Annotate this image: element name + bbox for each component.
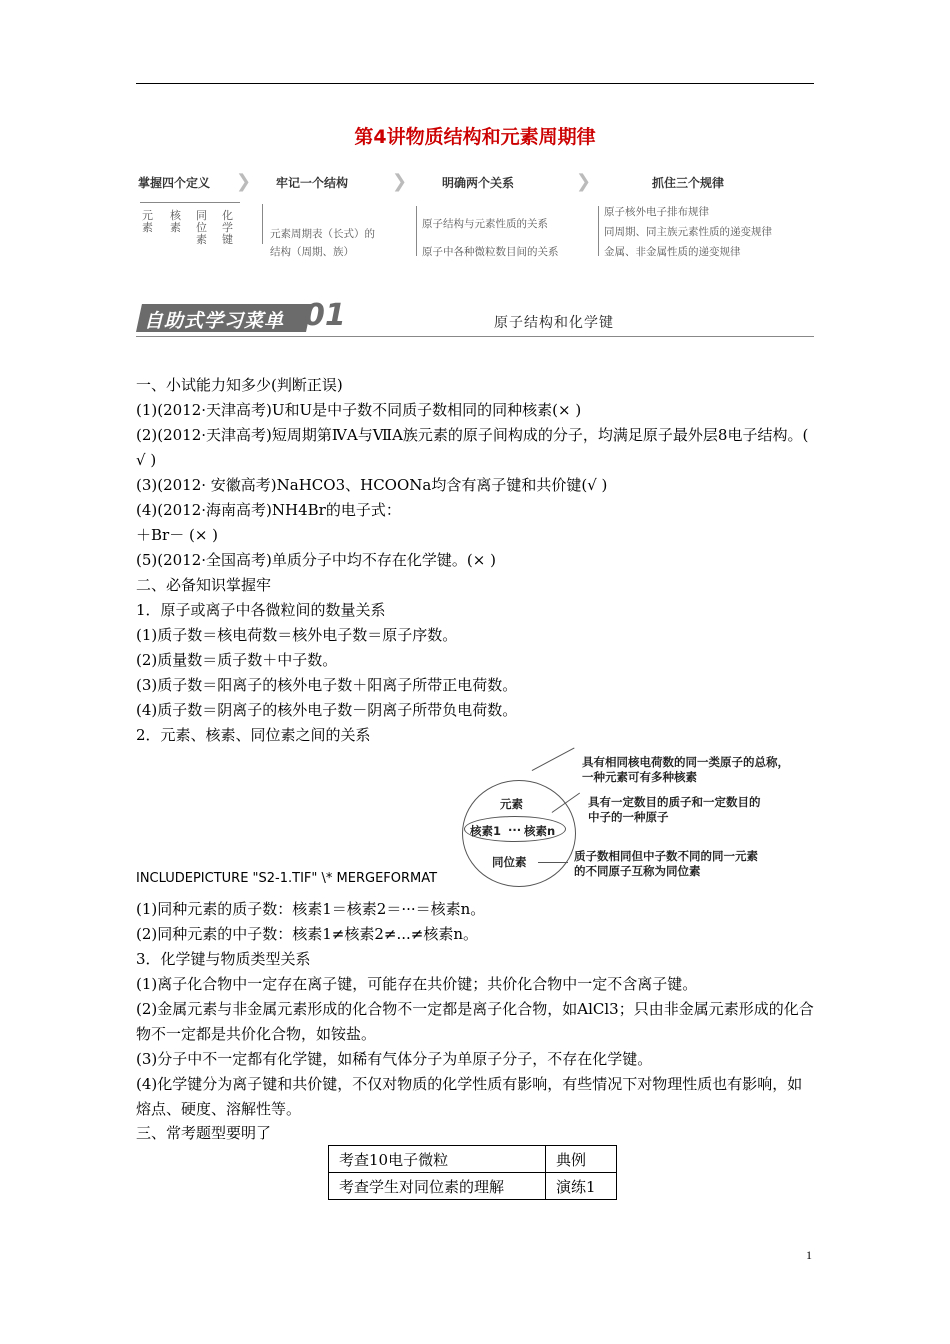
dots-label: ··· bbox=[508, 823, 522, 837]
banner-rule bbox=[136, 336, 814, 337]
include-field-text: INCLUDEPICTURE "S2-1.TIF" \* MERGEFORMAT bbox=[136, 871, 438, 886]
text-line: (4)质子数＝阴离子的核外电子数－阴离子所带负电荷数。 bbox=[136, 701, 518, 719]
element-label: 元素 bbox=[500, 797, 523, 811]
table-row bbox=[329, 1173, 617, 1200]
element-relation-diagram bbox=[458, 750, 814, 885]
definition-nuclide: 核素 bbox=[170, 209, 181, 234]
text-line: (1)(2012·天津高考)U和U是中子数不同质子数相同的同种核素(× ) bbox=[136, 401, 582, 419]
text-line: (1)质子数＝核电荷数＝核外电子数＝原子序数。 bbox=[136, 626, 458, 644]
section-banner bbox=[136, 300, 814, 336]
note1-line2: 一种元素可有多种核素 bbox=[582, 770, 697, 784]
note2-line2: 中子的一种原子 bbox=[588, 810, 669, 824]
nuclideN-label: 核素n bbox=[524, 824, 556, 838]
bracket-line bbox=[140, 202, 240, 203]
page-number: 1 bbox=[806, 1248, 812, 1262]
text-line: (2)金属元素与非金属元素形成的化合物不一定都是离子化合物，如AlCl3；只由非金属元素形成的化合物不一定都是共价化合物，如铵盐。 bbox=[136, 1000, 814, 1043]
table-cell: 典例 bbox=[546, 1146, 617, 1173]
overview-head-structure: 牢记一个结构 bbox=[276, 176, 349, 190]
page-title: 第4讲物质结构和元素周期律 bbox=[354, 126, 596, 148]
text-line: ＋Br－ (× ) bbox=[136, 526, 219, 544]
nuclide1-label: 核素1 bbox=[470, 824, 502, 838]
law-2: 同周期、同主族元素性质的递变规律 bbox=[604, 226, 772, 238]
law-3: 金属、非金属性质的递变规律 bbox=[604, 246, 741, 258]
law-1: 原子核外电子排布规律 bbox=[604, 206, 709, 218]
banner-label: 自助式学习菜单 bbox=[144, 310, 285, 332]
chevron-right-icon: ❯ bbox=[576, 171, 592, 192]
chevron-right-icon: ❯ bbox=[236, 171, 252, 192]
text-line: (3)(2012· 安徽高考)NaHCO3、HCOONa均含有离子键和共价键(√ ) bbox=[136, 476, 608, 494]
text-line: (4)化学键分为离子键和共价键，不仅对物质的化学性质有影响，有些情况下对物理性质也有影响，如熔点、硬度、溶解性等。 bbox=[136, 1075, 803, 1118]
overview-head-relations: 明确两个关系 bbox=[442, 176, 515, 190]
text-line: (2)同种元素的中子数：核素1≠核素2≠...≠核素n。 bbox=[136, 925, 479, 943]
overview-diagram bbox=[136, 168, 816, 268]
text-line: 二、必备知识掌握牢 bbox=[136, 576, 272, 594]
text-line: 一、小试能力知多少(判断正误) bbox=[136, 376, 343, 394]
text-line: (1)离子化合物中一定存在离子键，可能存在共价键；共价化合物中一定不含离子键。 bbox=[136, 975, 698, 993]
text-line: 2．元素、核素、同位素之间的关系 bbox=[136, 726, 371, 744]
note3-line1: 质子数相同但中子数不同的同一元素 bbox=[574, 849, 758, 863]
text-line: (1)同种元素的质子数：核素1＝核素2＝···＝核素n。 bbox=[136, 900, 486, 918]
text-line: (5)(2012·全国高考)单质分子中均不存在化学键。(× ) bbox=[136, 551, 496, 569]
note3-line2: 的不同原子互称为同位素 bbox=[574, 864, 701, 878]
question-type-table bbox=[328, 1145, 617, 1200]
text-line: (4)(2012·海南高考)NH4Br的电子式： bbox=[136, 501, 401, 519]
table-row bbox=[329, 1146, 617, 1173]
note2-line1: 具有一定数目的质子和一定数目的 bbox=[588, 795, 761, 809]
relation-1: 原子结构与元素性质的关系 bbox=[422, 218, 548, 230]
banner-number: 01 bbox=[304, 298, 346, 333]
header-rule bbox=[136, 83, 814, 84]
definition-chemical-bond: 化学键 bbox=[222, 209, 233, 246]
text-line: (3)分子中不一定都有化学键，如稀有气体分子为单原子分子，不存在化学键。 bbox=[136, 1050, 653, 1068]
structure-line-2: 结构（周期、族） bbox=[270, 246, 354, 258]
bracket-line bbox=[262, 204, 263, 244]
bracket-line bbox=[416, 206, 417, 256]
overview-head-laws: 抓住三个规律 bbox=[652, 176, 725, 190]
structure-line-1: 元素周期表（长式）的 bbox=[270, 228, 375, 240]
isotope-label: 同位素 bbox=[492, 855, 527, 869]
text-line: (2)质量数＝质子数＋中子数。 bbox=[136, 651, 338, 669]
overview-head-definitions: 掌握四个定义 bbox=[138, 176, 211, 190]
definition-isotope: 同位素 bbox=[196, 209, 207, 246]
text-line: (3)质子数＝阳离子的核外电子数＋阳离子所带正电荷数。 bbox=[136, 676, 518, 694]
bracket-line bbox=[598, 206, 599, 256]
text-line: 3．化学键与物质类型关系 bbox=[136, 950, 311, 968]
text-line: 1．原子或离子中各微粒间的数量关系 bbox=[136, 601, 386, 619]
definition-element: 元素 bbox=[142, 209, 153, 234]
note1-line1: 具有相同核电荷数的同一类原子的总称， bbox=[582, 755, 789, 769]
table-cell: 演练1 bbox=[546, 1173, 617, 1200]
table-cell: 考查10电子微粒 bbox=[329, 1146, 546, 1173]
pointer-line bbox=[532, 748, 575, 772]
chevron-right-icon: ❯ bbox=[392, 171, 408, 192]
pointer-line bbox=[538, 862, 568, 863]
banner-topic: 原子结构和化学键 bbox=[494, 315, 614, 331]
text-line: 三、常考题型要明了 bbox=[136, 1124, 272, 1142]
table-cell: 考查学生对同位素的理解 bbox=[329, 1173, 546, 1200]
relation-2: 原子中各种微粒数目间的关系 bbox=[422, 246, 559, 258]
text-line: (2)(2012·天津高考)短周期第ⅣA与ⅦA族元素的原子间构成的分子，均满足原子最外层8电子结构。( √ ) bbox=[136, 426, 809, 469]
